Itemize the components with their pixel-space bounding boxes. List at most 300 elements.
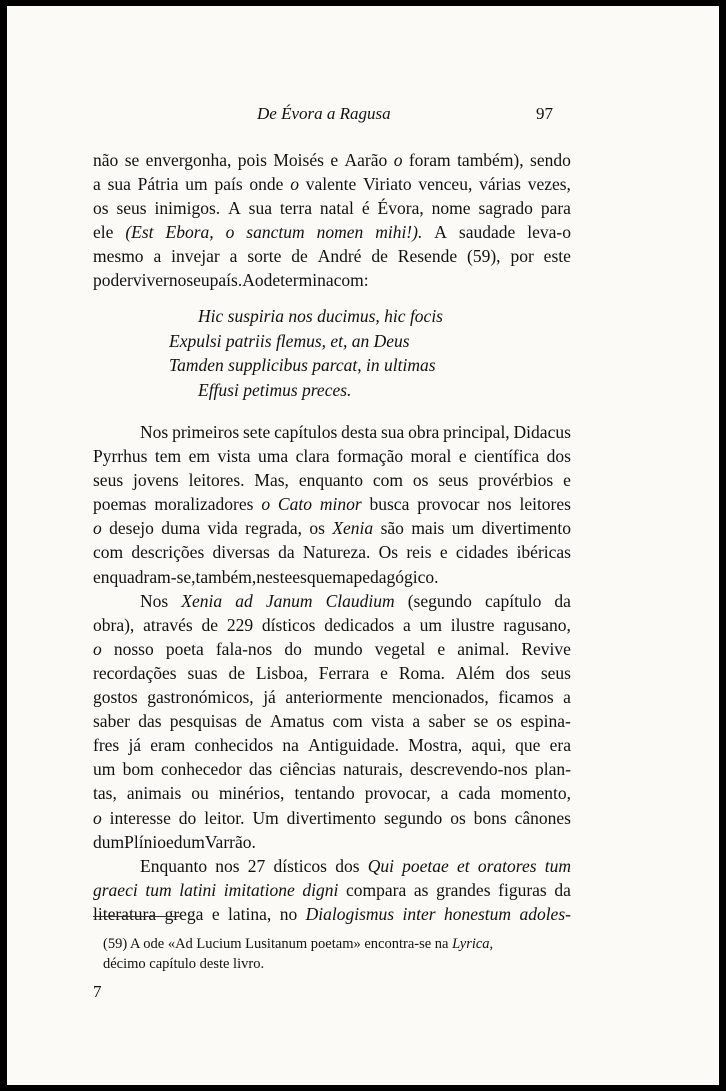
text-line <box>93 757 571 781</box>
word: e <box>330 150 339 170</box>
text-line <box>93 781 571 805</box>
word: moral <box>410 446 452 467</box>
word: tem <box>154 446 182 467</box>
word: Lisboa, <box>255 662 308 683</box>
word: gastronómicos, <box>147 687 254 708</box>
word: desejo <box>109 518 154 539</box>
word: primeiros <box>172 422 240 442</box>
word: provocar, <box>364 783 431 804</box>
word: leitor. <box>204 807 245 828</box>
word: não <box>93 150 119 170</box>
word: tum <box>544 855 571 876</box>
word: capítulo <box>484 590 542 611</box>
word: duma <box>161 518 201 539</box>
word: A <box>228 198 241 219</box>
word: bom <box>122 759 154 780</box>
word: reis <box>406 542 432 563</box>
word: momento, <box>500 783 571 804</box>
word: animais <box>126 783 182 804</box>
text-line <box>93 468 571 492</box>
word: grega <box>164 903 204 924</box>
word: em <box>188 446 210 467</box>
word: saudade <box>458 222 516 243</box>
word: Didacus <box>513 422 571 442</box>
word: termina <box>280 270 334 291</box>
word: no <box>279 903 298 924</box>
word: valente <box>305 174 357 195</box>
text-line <box>93 444 571 468</box>
word: de <box>201 614 219 635</box>
word: pesquisas <box>169 711 237 732</box>
word: uma <box>257 446 289 467</box>
word: sua <box>107 174 131 195</box>
word: do <box>178 807 197 828</box>
word: interesse <box>109 807 171 828</box>
word: Xenia <box>332 518 374 539</box>
word: pedagógico. <box>353 566 439 587</box>
word: 229 <box>226 614 254 635</box>
word: mais <box>411 518 445 539</box>
word: a <box>403 614 411 635</box>
word: os <box>496 711 513 732</box>
book-page <box>7 6 719 1085</box>
word: latini <box>179 879 217 900</box>
word: um <box>451 518 475 539</box>
word: ragusano, <box>503 614 571 635</box>
signature-mark: 7 <box>93 982 102 1001</box>
word: invejar <box>171 246 220 267</box>
word: animal. <box>457 638 510 659</box>
word: e <box>165 831 174 852</box>
word: (Est <box>125 222 154 243</box>
word: venceu, <box>418 174 473 195</box>
word: científica <box>474 446 540 467</box>
word: vida <box>207 518 238 539</box>
word: vegetal <box>374 638 426 659</box>
word: o <box>393 150 403 170</box>
word: a <box>412 711 421 732</box>
word: Mas, <box>254 470 289 491</box>
footnote-rule <box>93 916 181 917</box>
word: tas, <box>93 783 117 804</box>
page-number: 97 <box>536 104 553 123</box>
text-line <box>93 902 571 926</box>
word: vezes, <box>527 174 571 195</box>
word: gostos <box>93 687 138 708</box>
word: ficamos <box>498 687 554 708</box>
word: também, <box>195 566 257 587</box>
word: dos <box>546 446 571 467</box>
word: inimigos. <box>154 198 221 219</box>
word: Nos <box>140 422 169 442</box>
word: ou <box>191 783 209 804</box>
word: neste <box>256 566 293 587</box>
word: vista <box>371 711 405 732</box>
word: Roma. <box>398 662 445 683</box>
word: leitores <box>519 494 571 515</box>
word: Pyrrhus <box>93 446 148 467</box>
word: já <box>263 687 276 708</box>
word: compara <box>346 879 407 900</box>
footnote <box>103 934 571 974</box>
word: sorte <box>247 246 282 267</box>
word: terra <box>279 198 312 219</box>
word: Qui <box>367 855 394 876</box>
text-line <box>93 685 571 709</box>
poem-line: Tamden supplicibus parcat, in ultimas <box>169 355 436 375</box>
word: um <box>185 174 208 195</box>
word: poeta <box>165 638 204 659</box>
word: poetae <box>402 855 449 876</box>
word: mesmo <box>93 246 144 267</box>
word: com <box>93 542 124 563</box>
word: sendo <box>530 150 571 170</box>
word: por <box>510 246 534 267</box>
text-line <box>93 420 571 444</box>
word: também), <box>457 150 524 170</box>
word: de <box>228 662 245 683</box>
word: minor <box>319 494 362 515</box>
word: André <box>317 246 362 267</box>
text-line <box>93 172 571 196</box>
word: (59), <box>467 246 501 267</box>
word: nome <box>431 198 471 219</box>
word: Claudium <box>325 590 395 611</box>
word: cidades <box>455 542 509 563</box>
footnote-line: décimo capítulo deste livro. <box>103 956 265 972</box>
paragraph-3 <box>93 589 571 854</box>
word: de <box>245 711 262 732</box>
word: os <box>412 470 429 491</box>
word: Viriato <box>363 174 412 195</box>
word: cânones <box>514 807 571 828</box>
word: ele <box>93 222 114 243</box>
word: viver <box>132 270 169 291</box>
word: desta <box>341 422 378 442</box>
text-line <box>93 540 571 564</box>
word: Évora, <box>377 198 424 219</box>
word: este <box>543 246 571 267</box>
text-line <box>93 806 571 830</box>
word: a <box>153 246 162 267</box>
word: se <box>124 150 140 170</box>
word: literatura <box>93 903 157 924</box>
running-head <box>7 104 719 128</box>
word: é <box>361 198 370 219</box>
word: Enquanto <box>140 855 208 876</box>
footnote-line: (59) A ode «Ad Lucium Lusitanum poetam» encontra-se na Lyrica, <box>103 936 494 952</box>
word: (segundo <box>407 590 472 611</box>
word: de <box>371 246 388 267</box>
word: tentando <box>294 783 355 804</box>
word: do <box>284 638 302 659</box>
text-line <box>93 244 571 268</box>
word: esquema <box>292 566 354 587</box>
word: foram <box>408 150 451 170</box>
word: Varrão. <box>204 831 256 852</box>
word: dum <box>93 831 125 852</box>
word: e <box>563 470 571 491</box>
text-line <box>93 589 571 613</box>
word: país. <box>209 270 243 291</box>
word: nosso <box>113 638 154 659</box>
word: e <box>437 638 446 659</box>
word: e <box>439 542 448 563</box>
word: A <box>434 222 447 243</box>
word: dísticos <box>261 614 316 635</box>
word: divertimento <box>286 807 377 828</box>
word: um <box>93 759 116 780</box>
word: Aarão <box>344 150 388 170</box>
word: leva-o <box>527 222 571 243</box>
word: Dialogismus <box>305 903 395 924</box>
word: Nos <box>140 590 169 611</box>
word: Pátria <box>137 174 179 195</box>
word: sua <box>380 422 405 442</box>
word: o <box>93 638 102 659</box>
word: nos <box>215 855 240 876</box>
word: obra), <box>93 614 135 635</box>
word: a <box>229 246 238 267</box>
word: regrada, <box>245 518 302 539</box>
poem-line: Expulsi patriis flemus, et, an Deus <box>169 330 410 351</box>
word: com <box>332 711 363 732</box>
text-line <box>93 830 571 854</box>
word: provocar <box>417 494 480 515</box>
word: Janum <box>265 590 313 611</box>
text-line <box>93 854 571 878</box>
running-head-title: De Évora a Ragusa <box>257 104 391 123</box>
word: e <box>458 446 467 467</box>
word: já <box>128 735 142 756</box>
word: honestum <box>443 903 512 924</box>
word: os <box>309 518 325 539</box>
word: mundo <box>313 638 363 659</box>
word: eram <box>150 735 186 756</box>
word: poder <box>93 270 133 291</box>
word: da <box>554 879 571 900</box>
word: a <box>93 174 101 195</box>
word: sanctum <box>246 222 305 243</box>
word: nomen <box>316 222 364 243</box>
word: capítulos <box>274 422 338 442</box>
word: moralizadores <box>154 494 254 515</box>
word: ode <box>254 270 281 291</box>
word: latina, <box>228 903 272 924</box>
word: anteriormente <box>285 687 383 708</box>
word: Além <box>455 662 495 683</box>
word: natal <box>319 198 354 219</box>
word: jovens <box>133 470 179 491</box>
word: recordações <box>93 662 177 683</box>
word: segundo <box>383 807 443 828</box>
word: seus <box>540 662 571 683</box>
word: poemas <box>93 494 147 515</box>
paragraph-2 <box>93 420 571 589</box>
word: na <box>282 735 299 756</box>
word: naturais, <box>343 759 403 780</box>
word: et <box>457 855 470 876</box>
word: o <box>225 222 235 243</box>
word: oratores <box>477 855 537 876</box>
word: para <box>540 198 571 219</box>
word: leitores. <box>188 470 245 491</box>
word: das <box>138 711 162 732</box>
text-line <box>93 516 571 540</box>
text-line <box>93 196 571 220</box>
word: Moisés <box>273 150 324 170</box>
word: a <box>563 687 571 708</box>
word: provérbios <box>478 470 554 491</box>
word: da <box>554 590 571 611</box>
word: graeci <box>93 879 138 900</box>
word: e <box>211 903 220 924</box>
poem-line: Hic suspiria nos ducimus, hic focis <box>198 306 443 326</box>
word: sagrado <box>478 198 533 219</box>
word: tum <box>145 879 172 900</box>
word: seu <box>186 270 210 291</box>
word: que <box>515 735 541 756</box>
word: suas <box>187 662 218 683</box>
word: fres <box>93 735 120 756</box>
word: era <box>549 735 571 756</box>
word: cada <box>458 783 491 804</box>
text-line <box>93 613 571 637</box>
word: mencionados, <box>392 687 489 708</box>
text-line <box>93 637 571 661</box>
word: principal, <box>443 422 510 442</box>
word: Amatus <box>269 711 325 732</box>
paragraph-1 <box>93 148 571 293</box>
word: dum <box>173 831 205 852</box>
word: o <box>93 518 102 539</box>
text-line <box>93 268 571 292</box>
word: dos <box>505 662 530 683</box>
word: se <box>473 711 489 732</box>
word: país <box>214 174 243 195</box>
word: dos <box>335 855 360 876</box>
word: descrevendo-nos <box>410 759 528 780</box>
word: clara <box>295 446 330 467</box>
text-line <box>93 661 571 685</box>
word: formação <box>337 446 404 467</box>
word: nos <box>487 494 512 515</box>
word: minérios, <box>218 783 285 804</box>
word: enquadram-se, <box>93 566 196 587</box>
word: o <box>290 174 299 195</box>
word: aqui, <box>471 735 506 756</box>
text-line <box>93 220 571 244</box>
word: espina- <box>520 711 571 732</box>
word: imitatione <box>223 879 295 900</box>
word: um <box>419 614 442 635</box>
word: Xenia <box>181 590 223 611</box>
word: digni <box>302 879 339 900</box>
text-line <box>93 148 571 172</box>
word: Cato <box>277 494 312 515</box>
word: saber <box>428 711 466 732</box>
word: adoles- <box>519 903 571 924</box>
word: Os <box>378 542 399 563</box>
word: seus <box>438 470 469 491</box>
word: plan- <box>534 759 571 780</box>
word: Resende <box>397 246 458 267</box>
word: a <box>440 783 449 804</box>
word: fala-nos <box>215 638 273 659</box>
word: os <box>450 807 466 828</box>
word: diversas <box>212 542 270 563</box>
word: Antiguidade. <box>308 735 400 756</box>
word: enquanto <box>298 470 363 491</box>
word: o <box>261 494 271 515</box>
text-line <box>93 733 571 757</box>
word: sua <box>248 198 272 219</box>
word: Um <box>252 807 279 828</box>
word: sete <box>243 422 271 442</box>
word: envergonha, <box>145 150 232 170</box>
word: Ebora, <box>165 222 214 243</box>
word: pois <box>237 150 267 170</box>
word: figuras <box>498 879 547 900</box>
word: mihi!). <box>375 222 423 243</box>
poem-line: Effusi petimus preces. <box>198 379 352 400</box>
word: ilustre <box>450 614 495 635</box>
word: o <box>93 807 102 828</box>
word: Plínio <box>124 831 166 852</box>
word: com: <box>333 270 369 291</box>
word: os <box>93 198 109 219</box>
word: várias <box>479 174 521 195</box>
word: das <box>248 759 273 780</box>
word: ciências <box>279 759 336 780</box>
word: com <box>372 470 403 491</box>
word: vista <box>217 446 251 467</box>
word: obra <box>408 422 440 442</box>
word: 27 <box>247 855 266 876</box>
word: ad <box>235 590 253 611</box>
text-line <box>93 492 571 516</box>
word: dedicados <box>324 614 395 635</box>
word: grandes <box>436 879 491 900</box>
word: Mostra, <box>408 735 463 756</box>
word: e <box>380 662 388 683</box>
word: Revive <box>521 638 571 659</box>
footnote-italic-term: Lyrica, <box>452 936 494 952</box>
word: Natureza. <box>302 542 371 563</box>
word: saber <box>93 711 130 732</box>
word: as <box>413 879 429 900</box>
word: conhecedor <box>161 759 242 780</box>
word: descrições <box>131 542 205 563</box>
word: através <box>143 614 193 635</box>
word: da <box>278 542 295 563</box>
word: dísticos <box>273 855 327 876</box>
text-line <box>93 878 571 902</box>
word: no <box>168 270 187 291</box>
word: bons <box>473 807 507 828</box>
word: Ferrara <box>318 662 370 683</box>
word: ibéricas <box>516 542 571 563</box>
word: inter <box>402 903 436 924</box>
word: seus <box>93 470 124 491</box>
text-line <box>93 709 571 733</box>
word: de <box>291 246 308 267</box>
word: A <box>242 270 255 291</box>
word: são <box>380 518 404 539</box>
word: seus <box>116 198 147 219</box>
word: onde <box>249 174 284 195</box>
text-line <box>93 565 571 589</box>
